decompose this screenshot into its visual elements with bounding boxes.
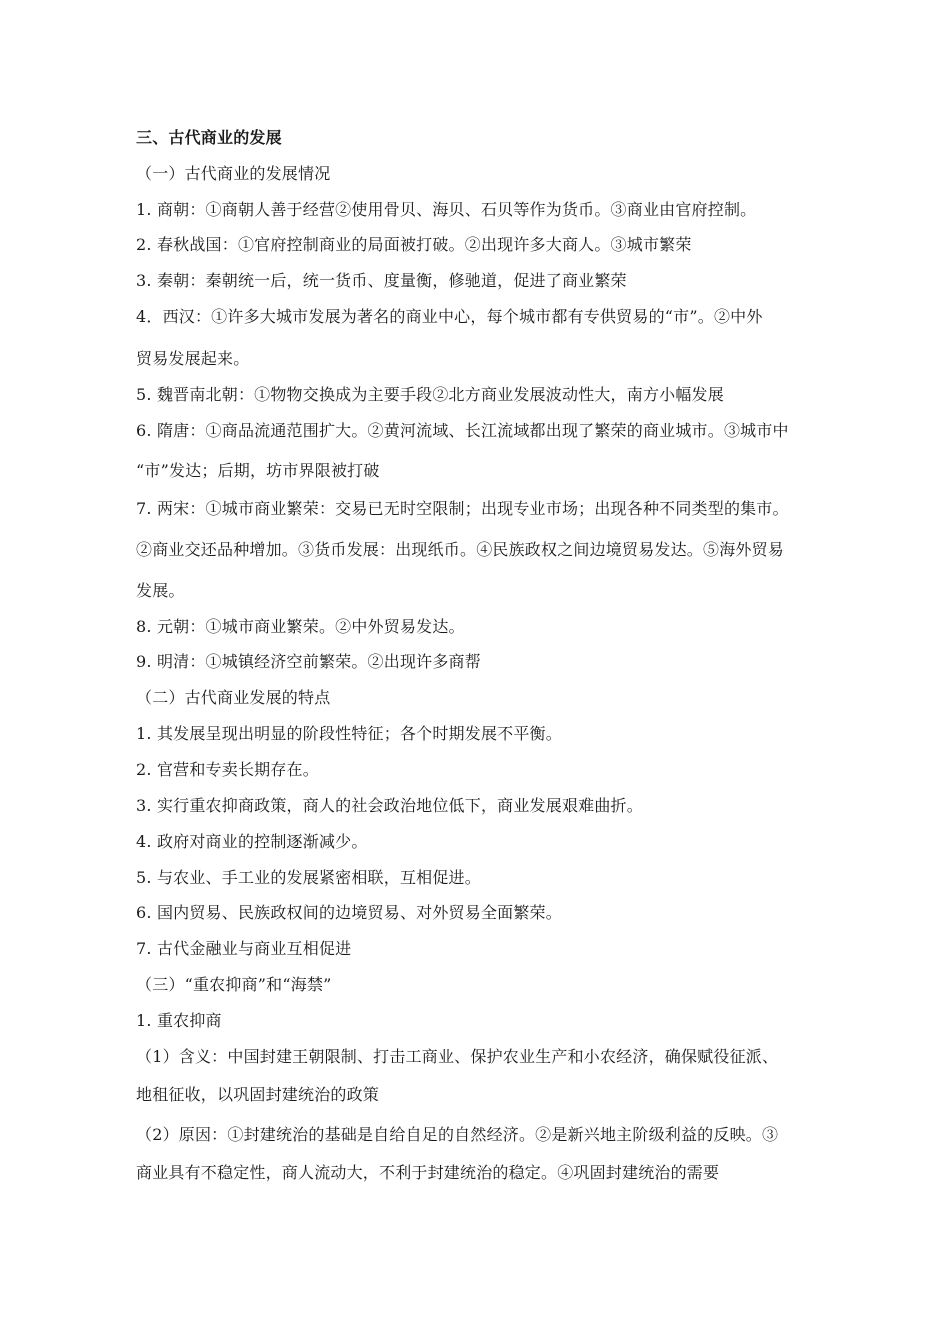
text-line: 4．西汉：①许多大城市发展为著名的商业中心，每个城市都有专供贸易的“市”。②中外 [136,307,763,326]
text-line: 8. 元朝：①城市商业繁荣。②中外贸易发达。 [136,617,465,636]
text-line: 7. 两宋：①城市商业繁荣：交易已无时空限制；出现专业市场；出现各种不同类型的集市。 [136,499,789,518]
text-line: 2. 春秋战国：①官府控制商业的局面被打破。②出现许多大商人。③城市繁荣 [136,235,692,254]
text-line: 6. 国内贸易、民族政权间的边境贸易、对外贸易全面繁荣。 [136,903,562,922]
text-line: ②商业交还品种增加。③货币发展：出现纸币。④民族政权之间边境贸易发达。⑤海外贸易 [136,540,785,559]
text-line: 地租征收，以巩固封建统治的政策 [136,1085,380,1104]
text-line: 7. 古代金融业与商业互相促进 [136,939,352,958]
text-line: 1. 商朝：①商朝人善于经营②使用骨贝、海贝、石贝等作为货币。③商业由官府控制。 [136,200,757,219]
text-line: 5. 魏晋南北朝：①物物交换成为主要手段②北方商业发展波动性大，南方小幅发展 [136,385,724,404]
text-line: 3. 实行重农抑商政策，商人的社会政治地位低下，商业发展艰难曲折。 [136,796,643,815]
text-line: 贸易发展起来。 [136,349,250,368]
text-line: 3. 秦朝：秦朝统一后，统一货币、度量衡，修驰道，促进了商业繁荣 [136,271,627,290]
text-line: 1. 重农抑商 [136,1011,222,1030]
text-line: 2. 官营和专卖长期存在。 [136,760,319,779]
text-line: 9. 明清：①城镇经济空前繁荣。②出现许多商帮 [136,652,481,671]
text-line: 4. 政府对商业的控制逐渐减少。 [136,832,368,851]
text-line: 6. 隋唐：①商品流通范围扩大。②黄河流域、长江流域都出现了繁荣的商业城市。③城市中 [136,421,789,440]
text-line: （1）含义：中国封建王朝限制、打击工商业、保护农业生产和小农经济，确保赋役征派、 [136,1047,779,1066]
text-line: 发展。 [136,581,185,600]
section-heading: 三、古代商业的发展 [136,128,282,147]
subsection-heading: （三）“重农抑商”和“海禁” [136,975,332,994]
subsection-heading: （二）古代商业发展的特点 [136,688,331,707]
text-line: 5. 与农业、手工业的发展紧密相联，互相促进。 [136,868,481,887]
text-line: （2）原因：①封建统治的基础是自给自足的自然经济。②是新兴地主阶级利益的反映。③ [136,1125,779,1144]
text-line: “市”发达；后期，坊市界限被打破 [136,461,380,480]
subsection-heading: （一）古代商业的发展情况 [136,164,331,183]
text-line: 1. 其发展呈现出明显的阶段性特征；各个时期发展不平衡。 [136,724,562,743]
text-line: 商业具有不稳定性，商人流动大，不利于封建统治的稳定。④巩固封建统治的需要 [136,1163,720,1182]
